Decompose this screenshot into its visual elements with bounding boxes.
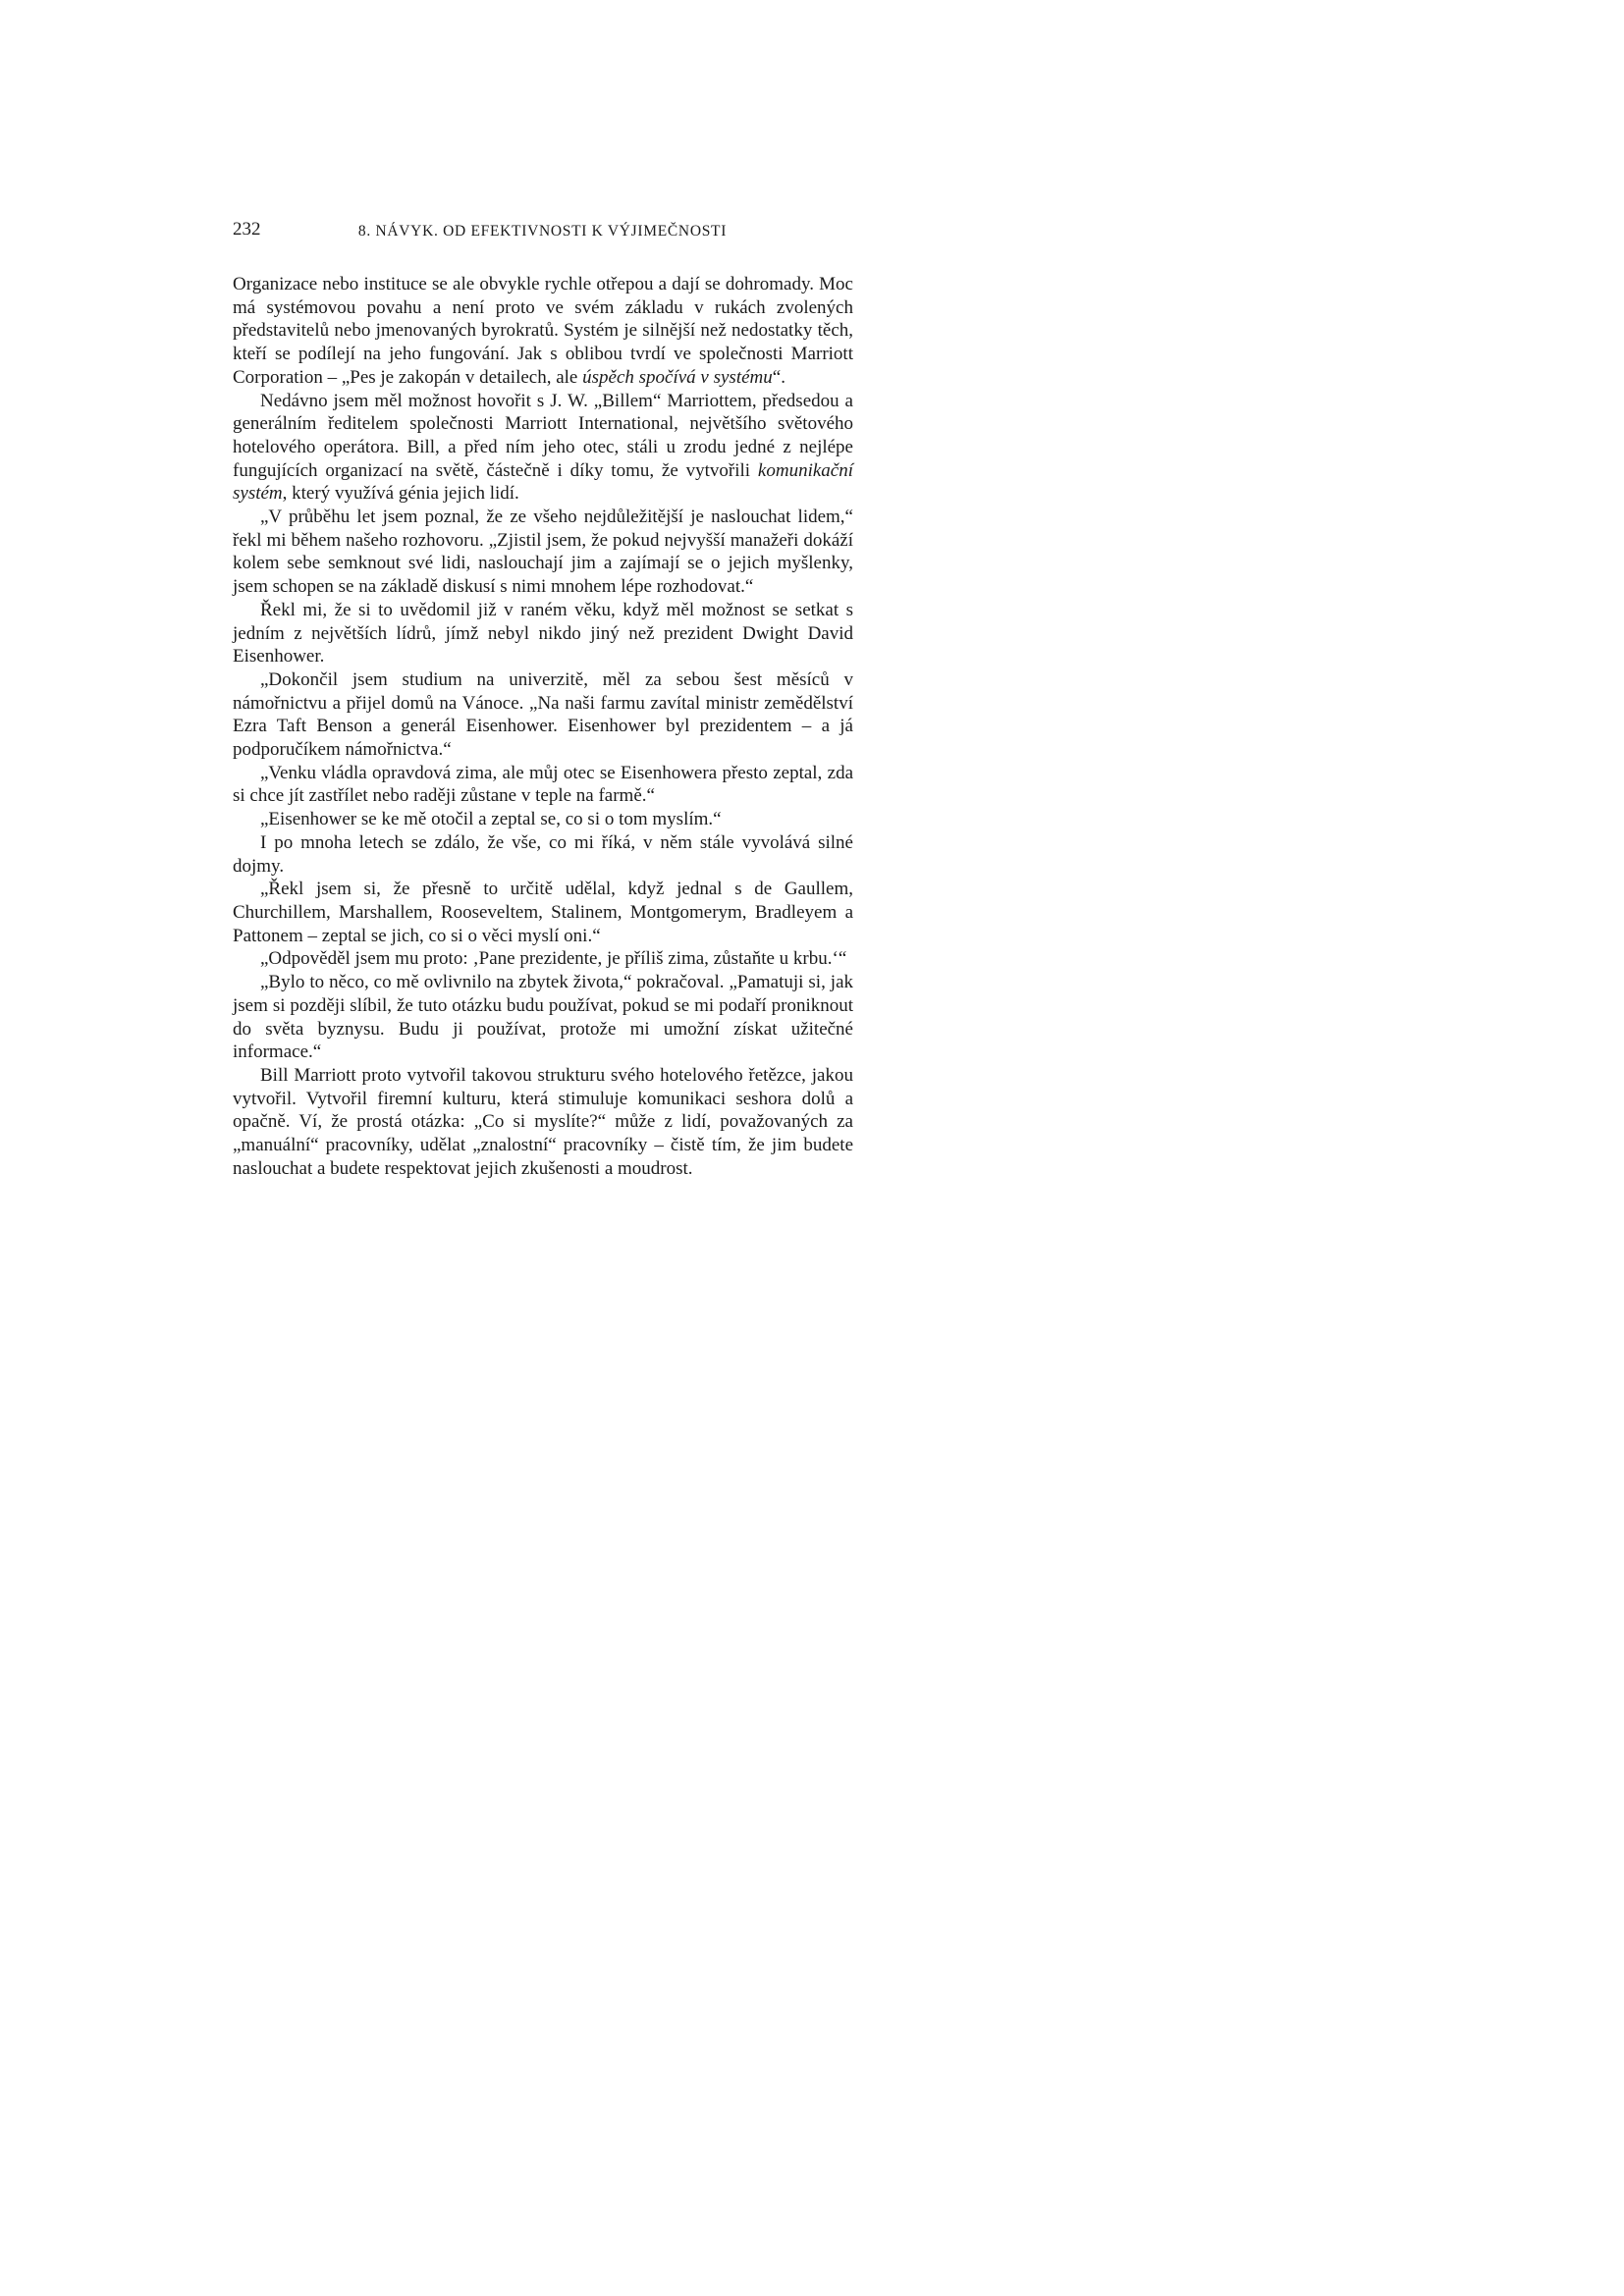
paragraph — [233, 762, 853, 808]
paragraph — [233, 1064, 853, 1181]
text-run: „Řekl jsem si, že přesně to určitě udělal, když jednal s de Gaullem, Churchillem, Marshallem, Rooseveltem, Stalinem, Montgomerym, Bradleyem a Pattonem – zeptal se jich, co si o věci myslí oni.“ — [233, 879, 853, 946]
paragraph — [233, 506, 853, 599]
text-run: “. — [772, 366, 785, 388]
text-run: „Dokončil jsem studium na univerzitě, měl za sebou šest měsíců v námořnictvu a přijel domů na Vánoce. „Na naši farmu zavítal ministr zemědělství Ezra Taft Benson a generál Eisenhower. Eisenhower byl prezidentem – a já podporučíkem námořnictva.“ — [233, 668, 853, 761]
page-number: 232 — [233, 219, 261, 240]
text-run: „Bylo to něco, co mě ovlivnilo na zbytek života,“ pokračoval. „Pamatuji si, jak jsem si později slíbil, že tuto otázku budu používat, pokud se mi podaří proniknout do světa byznysu. Budu ji používat, protože mi umožní získat užitečné informace.“ — [233, 972, 853, 1063]
italic-run: úspěch spočívá v systému — [582, 366, 773, 388]
text-run: Řekl mi, že si to uvědomil již v raném věku, když měl možnost se setkat s jedním z největších lídrů, jímž nebyl nikdo jiný než prezident Dwight David Eisenhower. — [233, 599, 853, 667]
text-run: „Eisenhower se ke mě otočil a zeptal se, co si o tom myslím.“ — [260, 809, 722, 830]
chapter-running-title: 8. NÁVYK. OD EFEKTIVNOSTI K VÝJIMEČNOSTI — [357, 223, 728, 240]
text-run: I po mnoha letech se zdálo, že vše, co mi říká, v něm stále vyvolává silné dojmy. — [233, 831, 853, 877]
paragraph — [233, 878, 853, 947]
body-text — [233, 273, 853, 1180]
paragraph — [233, 599, 853, 668]
text-run: , který využívá génia jejich lidí. — [282, 483, 519, 505]
paragraph — [233, 390, 853, 507]
text-run: „Odpověděl jsem mu proto: ‚Pane prezidente, je příliš zima, zůstaňte u krbu.‘“ — [260, 948, 847, 970]
paragraph — [233, 971, 853, 1064]
paragraph — [233, 668, 853, 762]
paragraph — [233, 831, 853, 878]
text-run: „Venku vládla opravdová zima, ale můj otec se Eisenhowera přesto zeptal, zda si chce jít zastřílet nebo raději zůstane v teple na farmě.“ — [233, 762, 853, 807]
text-run: Nedávno jsem měl možnost hovořit s J. W. „Billem“ Marriottem, předsedou a generálním ředitelem společnosti Marriott International, největšího světového hotelového operátora. Bill, a před ním jeho otec, stáli u zrodu jedné z nejlépe fungujících organizací na světě, částečně i díky tomu, že vytvořili — [233, 390, 853, 481]
page-header — [233, 220, 852, 245]
italic-run: komunikační systém — [233, 459, 853, 505]
text-run: „V průběhu let jsem poznal, že ze všeho nejdůležitější je naslouchat lidem,“ řekl mi během našeho rozhovoru. „Zjistil jsem, že pokud nejvyšší manažeři dokáží kolem sebe semknout své lidi, naslouchají jim a zajímají se o jejich myšlenky, jsem schopen se na základě diskusí s nimi mnohem lépe rozhodovat.“ — [233, 507, 853, 598]
paragraph — [233, 808, 853, 831]
text-run: Bill Marriott proto vytvořil takovou strukturu svého hotelového řetězce, jakou vytvořil. Vytvořil firemní kulturu, která stimuluje komunikaci seshora dolů a opačně. Ví, že prostá otázka: „Co si myslíte?“ může z lidí, považovaných za „manuální“ pracovníky, udělat „znalostní“ pracovníky – čistě tím, že jim budete naslouchat a budete respektovat jejich zkušenosti a moudrost. — [233, 1064, 853, 1179]
paragraph — [233, 947, 853, 971]
text-run: Organizace nebo instituce se ale obvykle rychle otřepou a dají se dohromady. Moc má systémovou povahu a není proto ve svém základu v rukách zvolených představitelů nebo jmenovaných byrokratů. Systém je silnější než nedostatky těch, kteří se podílejí na jeho fungování. Jak s oblibou tvrdí ve společnosti Marriott Corporation – „Pes je zakopán v detailech, ale — [233, 274, 853, 388]
paragraph — [233, 273, 853, 390]
